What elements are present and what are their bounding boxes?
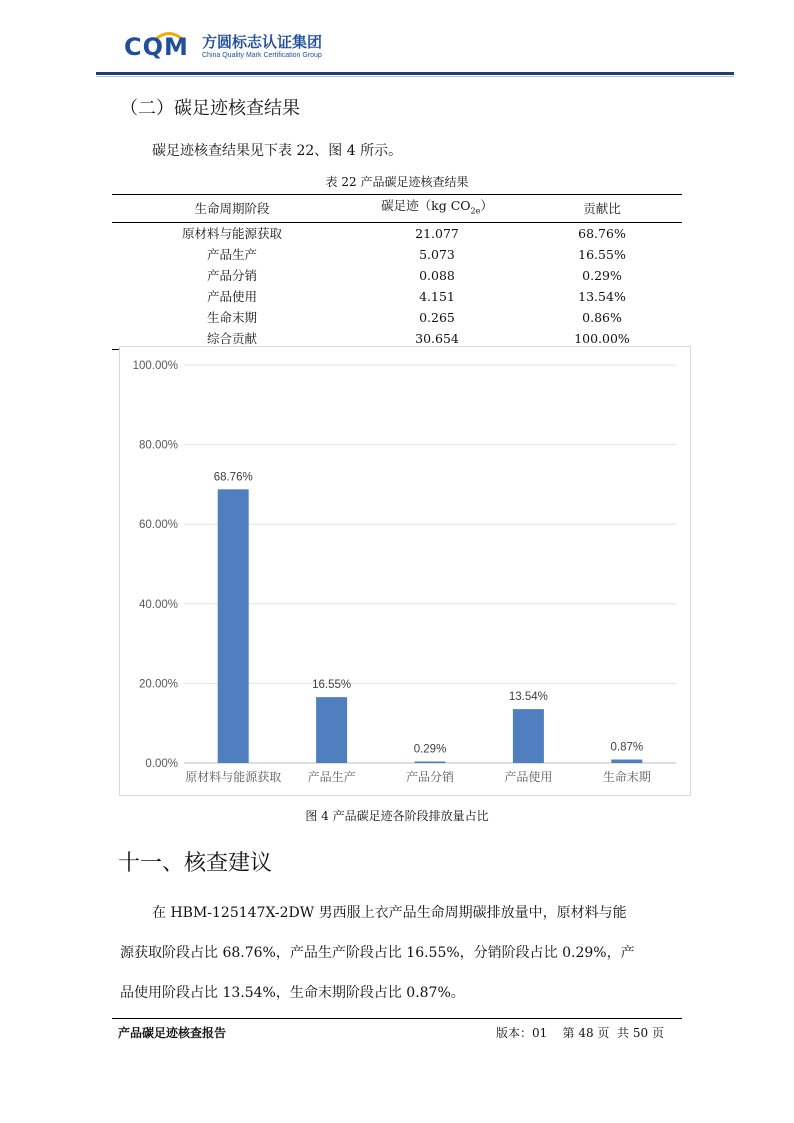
header-rule	[96, 72, 734, 75]
logo-mark: CQM	[124, 33, 189, 61]
cell-share: 0.86%	[582, 309, 622, 325]
y-tick-label: 100.00%	[132, 360, 178, 372]
bar-chart-svg	[120, 347, 690, 795]
data-label: 0.87%	[610, 741, 644, 754]
header-rule-thin	[96, 76, 734, 77]
chapter-heading: 十一、核查建议	[118, 851, 273, 876]
cell-share: 100.00%	[574, 330, 630, 346]
figure-caption: 图 4 产品碳足迹各阶段排放量占比	[305, 809, 489, 823]
table-row	[112, 286, 682, 307]
x-tick-label: 生命末期	[602, 770, 651, 784]
footer-page-info: 版本：01 第 48 页 共 50 页	[496, 1026, 664, 1040]
table-header-row	[112, 195, 682, 223]
company-logo	[124, 30, 334, 64]
cell-footprint: 30.654	[415, 330, 459, 346]
table-row	[112, 265, 682, 286]
paragraph-line: 品使用阶段占比 13.54%，生命末期阶段占比 0.87%。	[120, 985, 465, 1001]
bar	[415, 762, 446, 764]
header-footprint-sub: 2e	[470, 206, 481, 216]
company-name-cn: 方圆标志认证集团	[202, 33, 323, 51]
chapter-paragraph	[120, 893, 680, 1013]
cell-footprint: 0.265	[419, 309, 455, 325]
x-tick-label: 产品使用	[504, 770, 553, 784]
table-row	[112, 307, 682, 328]
header-stage: 生命周期阶段	[194, 200, 270, 216]
y-tick-label: 60.00%	[138, 519, 178, 532]
bar	[611, 760, 642, 763]
data-label: 0.29%	[413, 743, 447, 756]
data-label: 13.54%	[508, 691, 548, 704]
x-tick-label: 原材料与能源获取	[185, 770, 282, 784]
table-row	[112, 222, 682, 244]
cell-share: 13.54%	[578, 288, 626, 304]
cell-share: 68.76%	[578, 225, 626, 241]
cell-footprint: 4.151	[419, 288, 455, 304]
bar	[316, 697, 347, 763]
x-tick-label: 产品生产	[307, 770, 356, 784]
data-label: 68.76%	[213, 471, 253, 484]
cell-share: 16.55%	[578, 246, 626, 262]
cell-footprint: 0.088	[419, 267, 455, 283]
table-row	[112, 244, 682, 265]
header-footprint-close: ）	[480, 198, 493, 213]
paragraph-line: 源获取阶段占比 68.76%，产品生产阶段占比 16.55%，分销阶段占比 0.29%，产	[120, 945, 635, 961]
header-footprint-text: 碳足迹（kg CO	[381, 198, 471, 213]
section-intro: 碳足迹核查结果见下表 22、图 4 所示。	[152, 143, 403, 159]
y-tick-label: 0.00%	[145, 758, 178, 770]
x-tick-label: 产品分销	[405, 770, 455, 784]
footer-rule	[112, 1018, 682, 1019]
bar-chart	[119, 346, 691, 796]
cell-share: 0.29%	[582, 267, 622, 283]
header-share: 贡献比	[583, 200, 621, 216]
bar	[218, 489, 249, 763]
y-tick-label: 80.00%	[138, 439, 178, 452]
company-name-en: China Quality Mark Certification Group	[202, 52, 322, 59]
cell-stage: 产品生产	[206, 246, 257, 262]
cell-stage: 原材料与能源获取	[181, 225, 282, 241]
cell-stage: 生命末期	[206, 309, 257, 325]
footer-report-title: 产品碳足迹核查报告	[118, 1026, 227, 1040]
y-tick-label: 20.00%	[138, 678, 178, 691]
cell-stage: 产品使用	[206, 288, 257, 304]
table-caption: 表 22 产品碳足迹核查结果	[325, 175, 469, 189]
data-label: 16.55%	[312, 679, 352, 692]
section-heading: （二）碳足迹核查结果	[120, 98, 300, 119]
y-tick-label: 40.00%	[138, 598, 178, 611]
header-footprint	[352, 195, 522, 223]
cell-stage: 产品分销	[206, 267, 257, 283]
cell-stage: 综合贡献	[206, 330, 257, 346]
bar	[513, 709, 544, 763]
paragraph-line: 在 HBM-125147X-2DW 男西服上衣产品生命周期碳排放量中，原材料与能	[152, 905, 627, 921]
cell-footprint: 5.073	[419, 246, 455, 262]
results-table	[112, 194, 682, 350]
cell-footprint: 21.077	[415, 225, 459, 241]
